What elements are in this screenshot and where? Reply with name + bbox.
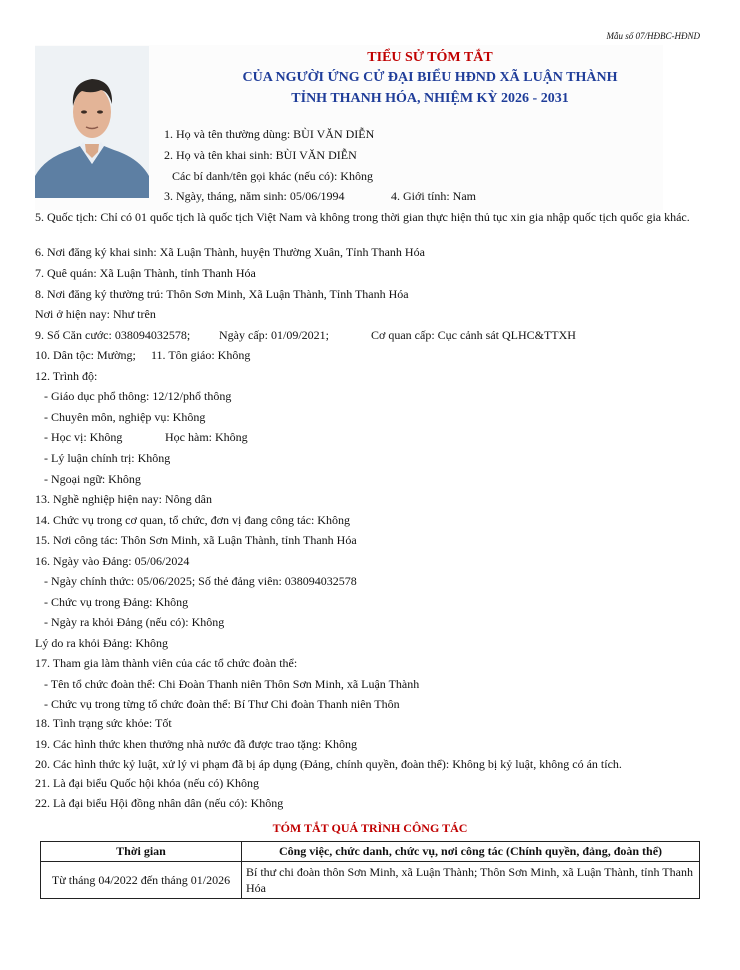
candidate-photo: [35, 46, 149, 198]
field-workplace: 15. Nơi công tác: Thôn Sơn Minh, xã Luận Thành, tỉnh Thanh Hóa: [35, 533, 357, 547]
field-id-issuer: Cơ quan cấp: Cục cảnh sát QLHC&TTXH: [371, 328, 576, 342]
field-academic-title: Học hàm: Không: [165, 430, 248, 444]
field-organizations-heading: 17. Tham gia làm thành viên của các tổ chức đoàn thể:: [35, 656, 298, 670]
field-peoples-council: 22. Là đại biểu Hội đồng nhân dân (nếu có): Không: [35, 796, 284, 810]
field-party-position: - Chức vụ trong Đảng: Không: [44, 595, 189, 609]
field-organization-role: - Chức vụ trong từng tổ chức đoàn thể: Bí Thư Chi đoàn Thanh niên Thôn: [44, 697, 400, 711]
work-history-table: [40, 841, 700, 899]
field-party-official-date: - Ngày chính thức: 05/06/2025; Số thẻ đảng viên: 038094032578: [44, 574, 357, 588]
form-code: Mẫu số 07/HĐBC-HĐND: [606, 31, 700, 41]
column-header-time: Thời gian: [41, 842, 242, 862]
field-general-education: - Giáo dục phổ thông: 12/12/phổ thông: [44, 389, 232, 403]
table-header-row: [41, 842, 700, 862]
field-health: 18. Tình trạng sức khỏe: Tốt: [35, 716, 172, 730]
field-foreign-language: - Ngoại ngữ: Không: [44, 472, 141, 486]
field-party-leave-date: - Ngày ra khỏi Đảng (nếu có): Không: [44, 615, 225, 629]
portrait-image: [35, 46, 149, 198]
field-political-theory: - Lý luận chính trị: Không: [44, 451, 171, 465]
column-header-description: Công việc, chức danh, chức vụ, nơi công tác (Chính quyền, đảng, đoàn thể): [242, 842, 700, 862]
field-professional-qualification: - Chuyên môn, nghiệp vụ: Không: [44, 410, 206, 424]
field-party-leave-reason: Lý do ra khỏi Đảng: Không: [35, 636, 168, 650]
field-aliases: Các bí danh/tên gọi khác (nếu có): Không: [172, 169, 373, 183]
field-occupation: 13. Nghề nghiệp hiện nay: Nông dân: [35, 492, 212, 506]
doc-subtitle: CỦA NGƯỜI ỨNG CỬ ĐẠI BIỂU HĐND XÃ LUẬN THÀNH: [242, 70, 618, 85]
field-hometown: 7. Quê quán: Xã Luận Thành, tỉnh Thanh Hóa: [35, 266, 256, 280]
field-permanent-residence: 8. Nơi đăng ký thường trú: Thôn Sơn Minh, Xã Luận Thành, Tỉnh Thanh Hóa: [35, 287, 409, 301]
field-education-heading: 12. Trình độ:: [35, 369, 98, 383]
field-party-join-date: 16. Ngày vào Đảng: 05/06/2024: [35, 554, 190, 568]
field-national-assembly: 21. Là đại biểu Quốc hội khóa (nếu có) Không: [35, 776, 259, 790]
field-current-residence: Nơi ở hiện nay: Như trên: [35, 307, 156, 321]
field-discipline: 20. Các hình thức kỷ luật, xử lý vi phạm đã bị áp dụng (Đảng, chính quyền, đoàn thể): Không bị kỷ luật, không có án tích.: [35, 757, 622, 771]
work-history-title: TÓM TẮT QUÁ TRÌNH CÔNG TÁC: [272, 821, 468, 835]
table-row: [41, 862, 700, 899]
field-organization-name: - Tên tổ chức đoàn thể: Chi Đoàn Thanh niên Thôn Sơn Minh, xã Luận Thành: [44, 677, 420, 691]
field-nationality: 5. Quốc tịch: Chỉ có 01 quốc tịch là quốc tịch Việt Nam và không trong thời gian thực hiện thủ tục xin gia nhập quốc tịch quốc gia khác.: [35, 210, 690, 224]
field-position: 14. Chức vụ trong cơ quan, tổ chức, đơn vị đang công tác: Không: [35, 513, 350, 527]
field-religion: 11. Tôn giáo: Không: [151, 348, 251, 362]
doc-title: TIỂU SỬ TÓM TẮT: [367, 50, 493, 65]
field-ethnicity: 10. Dân tộc: Mường;: [35, 348, 136, 362]
field-id-number: 9. Số Căn cước: 038094032578;: [35, 328, 191, 342]
field-common-name: 1. Họ và tên thường dùng: BÙI VĂN DIỄN: [164, 127, 375, 141]
doc-subtitle-2: TỈNH THANH HÓA, NHIỆM KỲ 2026 - 2031: [291, 91, 569, 106]
field-birthdate: 3. Ngày, tháng, năm sinh: 05/06/1994: [164, 189, 345, 203]
field-degree: - Học vị: Không: [44, 430, 123, 444]
field-birth-registration: 6. Nơi đăng ký khai sinh: Xã Luận Thành, huyện Thường Xuân, Tỉnh Thanh Hóa: [35, 245, 425, 259]
row-time: Từ tháng 04/2022 đến tháng 01/2026: [41, 862, 242, 899]
field-awards: 19. Các hình thức khen thưởng nhà nước đã được trao tặng: Không: [35, 737, 357, 751]
field-id-issue-date: Ngày cấp: 01/09/2021;: [219, 328, 329, 342]
row-description: Bí thư chi đoàn thôn Sơn Minh, xã Luận Thành; Thôn Sơn Minh, xã Luận Thành, tỉnh Thanh Hóa: [242, 862, 700, 899]
field-gender: 4. Giới tính: Nam: [391, 189, 477, 203]
field-birth-name: 2. Họ và tên khai sinh: BÙI VĂN DIỄN: [164, 148, 357, 162]
